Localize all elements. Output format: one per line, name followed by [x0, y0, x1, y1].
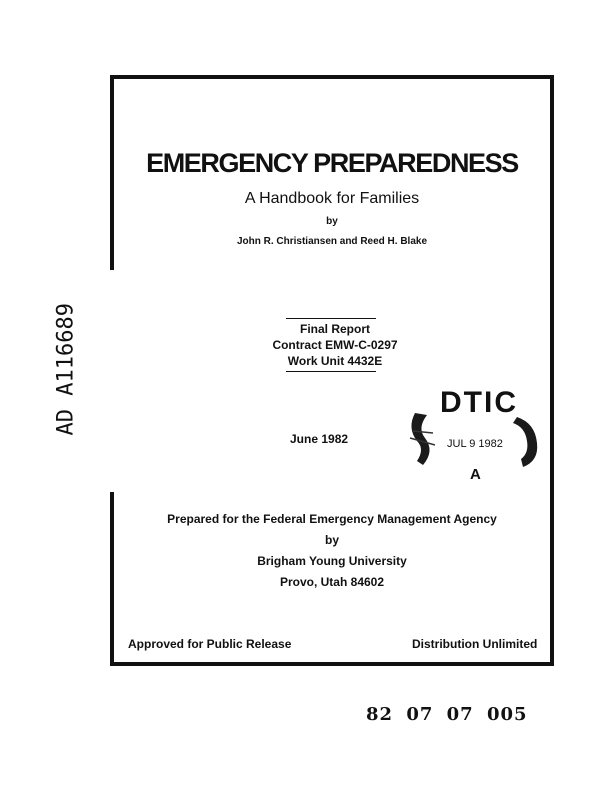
rule-bottom — [286, 371, 376, 372]
accession-number: AD A116689 — [53, 303, 79, 436]
stamp-agency: DTIC — [440, 386, 518, 419]
report-type: Final Report — [299, 322, 370, 336]
prepared-by-line: by — [324, 533, 339, 547]
approval-statement: Approved for Public Release — [128, 637, 292, 651]
distribution-statement: Distribution Unlimited — [412, 637, 538, 651]
report-date: June 1982 — [290, 432, 349, 446]
document-title: EMERGENCY PREPAREDNESS — [146, 148, 518, 178]
contract-number: Contract EMW-C-0297 — [272, 338, 398, 352]
prepared-for: Prepared for the Federal Emergency Management Agency — [167, 512, 497, 526]
stamp-letter: A — [470, 466, 481, 483]
serial-number: 82 07 07 005 — [366, 704, 528, 725]
by-line: by — [326, 216, 338, 227]
location: Provo, Utah 84602 — [279, 575, 385, 589]
rule-top — [286, 318, 376, 319]
stamp-date: JUL 9 1982 — [447, 438, 503, 450]
work-unit: Work Unit 4432E — [287, 354, 383, 368]
border-gap — [106, 270, 116, 492]
authors: John R. Christiansen and Reed H. Blake — [236, 236, 428, 247]
document-subtitle: A Handbook for Families — [244, 190, 420, 207]
institution: Brigham Young University — [257, 554, 407, 568]
